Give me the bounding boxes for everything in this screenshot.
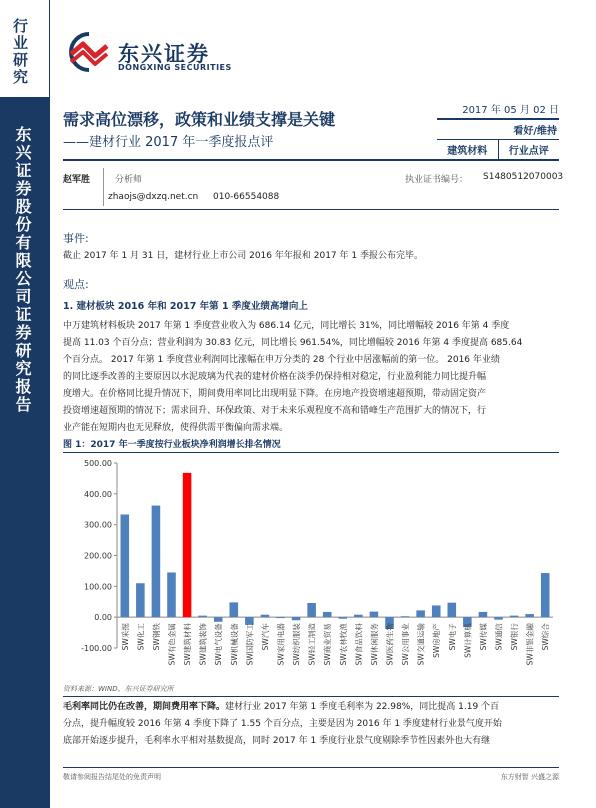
report-rating: 看好/维持: [437, 120, 559, 140]
x-tick-label: SW电气设备: [214, 623, 224, 666]
bar: [541, 573, 550, 617]
analyst-divider-line: [63, 209, 559, 210]
analyst-name: 赵军胜: [63, 175, 91, 185]
bar: [323, 612, 332, 617]
margin-lead: 毛利率同比仍在改善，期间费用率下降。: [63, 702, 226, 712]
x-tick-label: SW轻工制造: [307, 623, 317, 666]
analyst-block: [63, 168, 564, 206]
sidebar-category: 行业研究: [11, 18, 29, 86]
bar: [214, 617, 223, 622]
x-tick-label: SW家用电器: [276, 623, 286, 666]
analyst-role: 分析师: [115, 175, 143, 185]
y-tick-label: 500.00: [84, 459, 112, 468]
tag-type: 行业点评: [508, 146, 549, 157]
bar: [230, 602, 239, 617]
x-tick-label: SW医药生物: [385, 623, 395, 666]
report-tags: [437, 140, 559, 160]
tag-industry: 建筑材料: [437, 140, 499, 159]
bar: [292, 617, 301, 620]
point1-title: 1. 建材板块 2016 年和 2017 年第 1 季度业绩高增向上: [63, 301, 308, 312]
report-subtitle: ——建材行业 2017 年一季度报点评: [63, 135, 274, 150]
x-tick-label: SW食品饮料: [354, 623, 364, 666]
point1-line: 投资增速超预期的情况下；需求回升、环保政策、对于未来乐观程度不高和错峰生产范围扩大的情况下，行: [63, 406, 487, 416]
x-tick-label: SW综合: [541, 623, 551, 651]
x-tick-label: SW汽车: [260, 623, 270, 651]
margin-line-2: 分点，提升幅度较 2016 年第 4 季度下降了 1.55 个百分点，主要是因为 2016 年 1 季度建材行业景气度开始: [63, 719, 502, 729]
margin-paragraph: [63, 699, 559, 750]
figure-source: 资料来源：WIND、东兴证券研究所: [63, 685, 174, 693]
x-tick-label: SW纺织服装: [292, 623, 302, 666]
header-divider: [63, 159, 559, 161]
x-tick-label: SW传媒: [478, 623, 488, 651]
cert-label: 执业证书编号：: [405, 175, 469, 185]
event-text: 截止 2017 年 1 月 31 日，建材行业上市公司 2016 年年报和 2017 年 1 季报公布完毕。: [63, 251, 423, 261]
report-title: 需求高位漂移，政策和业绩支撑是关键: [63, 110, 336, 129]
sidebar-category-box: [0, 0, 50, 97]
bar: [121, 514, 130, 617]
bar: [183, 473, 192, 617]
bar: [525, 614, 534, 617]
bar: [354, 615, 363, 617]
cert-number: S1480512070003: [483, 172, 564, 182]
x-tick-label: SW通信: [494, 623, 504, 651]
figure-bottom-line: [63, 696, 559, 697]
x-tick-label: SW房地产: [432, 623, 442, 658]
margin-line-1: [63, 699, 559, 716]
bar: [432, 605, 441, 617]
bar: [136, 583, 145, 617]
footer-slogan: 东方财智 兴盛之源: [500, 773, 559, 781]
x-tick-label: SW建筑装饰: [198, 623, 208, 666]
point1-paragraph: [63, 318, 559, 437]
x-tick-label: SW银行: [510, 623, 520, 651]
bar: [370, 612, 379, 618]
y-tick-label: 400.00: [84, 489, 112, 499]
margin-line-3: 底部开始逐步提升，毛利率水平相对基数提高，同时 2017 年 1 季度行业景气度剔除季节性因素外也大有继: [63, 736, 491, 746]
x-tick-label: SW国防军工: [245, 623, 255, 666]
bar: [479, 612, 488, 617]
bar: [510, 616, 519, 618]
bar: [261, 615, 270, 617]
brand-name-cn: 东兴证券: [118, 42, 210, 66]
x-tick-label: SW有色金属: [167, 623, 177, 666]
x-tick-label: SW钢铁: [151, 623, 161, 651]
bar: [494, 617, 503, 619]
views-heading: 观点:: [63, 278, 89, 291]
x-tick-label: SW建筑材料: [183, 623, 193, 666]
point1-line: 度增大。在价格同比提升情况下，期间费用率同比出现明显下降。在房地产投资增速超预期，带动固定资产: [63, 389, 487, 399]
x-tick-label: SW非银金融: [525, 623, 535, 666]
bar: [448, 603, 457, 617]
analyst-phone: 010-66554088: [213, 192, 280, 202]
x-tick-label: SW计算机: [463, 623, 473, 658]
bar: [416, 610, 425, 617]
y-tick-label: 0.00: [94, 613, 112, 623]
x-tick-label: SW农林牧渔: [338, 623, 348, 666]
analyst-email[interactable]: zhaojs@dxzq.net.cn: [108, 192, 199, 202]
bar: [339, 617, 348, 619]
figure-title: 图 1：2017 年一季度按行业板块净利润增长排名情况: [63, 437, 559, 453]
footer-divider: [63, 767, 559, 768]
x-tick-label: SW休闲服务: [369, 623, 379, 666]
report-meta-box: [437, 101, 559, 160]
sidebar-org: 东兴证券股份有限公司证券研究报告: [13, 126, 32, 414]
y-tick-label: -100.00: [81, 644, 112, 653]
x-tick-label: SW交通运输: [416, 623, 426, 666]
bar: [167, 572, 176, 617]
point1-line: 中万建筑材料板块 2017 年第 1 季度营业收入为 686.14 亿元，同比增长 31%，同比增幅较 2016 年第 4 季度: [63, 321, 510, 331]
y-tick-label: 200.00: [84, 551, 112, 561]
x-tick-label: SW商业贸易: [323, 623, 333, 666]
point1-line: 提高 11.03 个百分点；营业利润为 30.83 亿元，同比增长 961.54%，同比增幅较 2016 年第 4 季度提高 685.64: [63, 338, 523, 348]
brand-name-en: DONGXING SECURITIES: [118, 63, 232, 72]
x-tick-label: SW机械设备: [229, 623, 239, 666]
point1-line: 业产能在短期内也无见释放，使得供需平衡偏向需求端。: [63, 423, 289, 433]
x-tick-label: SW采掘: [120, 623, 130, 651]
y-tick-label: 300.00: [84, 520, 112, 530]
bar: [276, 617, 285, 618]
x-tick-label: SW电子: [447, 623, 457, 651]
sidebar: [0, 0, 50, 808]
bar: [401, 616, 410, 617]
bar: [307, 603, 316, 617]
margin-line-1-rest: 建材行业 2017 年第 1 季度毛利率为 22.98%，同比提高 1.19 个百: [225, 702, 500, 712]
report-date: 2017 年 05 月 02 日: [437, 101, 559, 120]
point1-line: 个百分点。 2017 年第 1 季度营业利润同比涨幅在申万分类的 28 个行业中居涨幅前的第一位。 2016 年业绩: [63, 355, 500, 365]
analyst-divider: [103, 168, 104, 206]
x-tick-label: SW公用事业: [401, 623, 411, 666]
bar-chart: [63, 453, 559, 683]
point1-line: 的同比逐季改善的主要原因以水泥玻璃为代表的建材价格在淡季仍保持相对稳定，行业盈利能力同比提升幅: [63, 372, 487, 382]
bar: [198, 616, 207, 618]
y-tick-label: 100.00: [84, 582, 112, 592]
event-heading: 事件:: [63, 232, 89, 245]
x-tick-label: SW化工: [136, 623, 146, 651]
bar: [152, 506, 161, 618]
footer-disclaimer: 敬请参阅报告结尾处的免责声明: [63, 773, 161, 781]
